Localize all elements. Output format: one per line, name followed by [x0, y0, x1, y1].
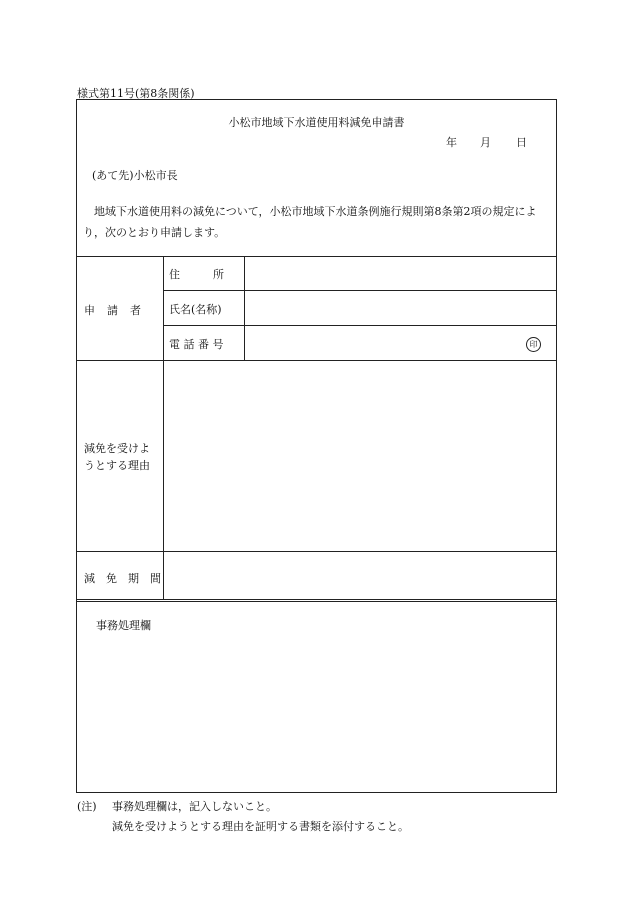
- divider: [76, 551, 557, 552]
- note-1: 事務処理欄は，記入しないこと。: [112, 800, 277, 813]
- seal-mark: 印: [526, 337, 541, 352]
- applicant-label: 申 請 者: [84, 304, 142, 317]
- address-label: 住 所: [169, 268, 224, 281]
- date-month-label: 月: [480, 136, 491, 149]
- date-year-label: 年: [446, 136, 457, 149]
- reason-label: 減免を受けようとする理由: [84, 442, 150, 472]
- form-number: 様式第11号(第8条関係): [77, 87, 195, 100]
- divider: [163, 290, 557, 291]
- name-field[interactable]: [246, 292, 554, 324]
- form-title: 小松市地域下水道使用料減免申請書: [228, 116, 405, 129]
- divider: [163, 256, 164, 600]
- notes-prefix: (注): [77, 800, 97, 813]
- period-field[interactable]: [165, 553, 554, 598]
- note-2: 減免を受けようとする理由を証明する書類を添付すること。: [112, 820, 409, 833]
- divider: [76, 599, 557, 600]
- addressee: (あて先)小松市長: [92, 169, 178, 182]
- date-day-label: 日: [516, 136, 527, 149]
- divider: [76, 360, 557, 361]
- application-statement: 地域下水道使用料の減免について，小松市地域下水道条例施行規則第8条第2項の規定により，次のとおり申請します。: [83, 205, 537, 239]
- divider: [244, 256, 245, 360]
- address-field[interactable]: [246, 258, 554, 289]
- divider: [163, 325, 557, 326]
- phone-label: 電 話 番 号: [169, 338, 224, 351]
- reason-field[interactable]: [165, 362, 554, 550]
- period-label: 減 免 期 間: [84, 572, 161, 585]
- phone-field[interactable]: [246, 327, 516, 359]
- office-use-label: 事務処理欄: [96, 619, 151, 632]
- divider: [76, 601, 557, 602]
- name-label: 氏名(名称): [169, 303, 222, 316]
- divider: [76, 256, 557, 257]
